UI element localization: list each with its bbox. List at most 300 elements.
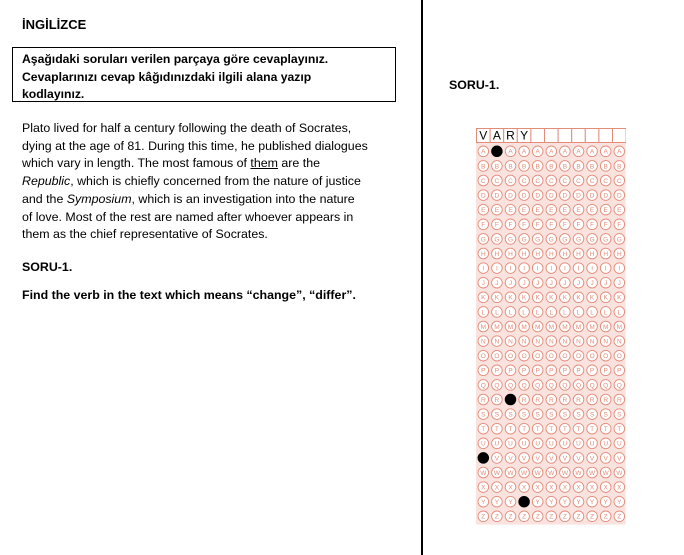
bubble-letter: N: [521, 338, 527, 346]
bubble-letter: P: [494, 367, 500, 375]
bubble-letter: F: [508, 221, 513, 229]
bubble-letter: D: [548, 192, 554, 200]
bubble-letter: I: [509, 265, 512, 273]
bubble-letter: X: [589, 484, 595, 492]
bubble-letter: Y: [562, 499, 568, 507]
bubble-letter: N: [508, 338, 513, 346]
bubble-letter: X: [617, 484, 622, 492]
bubble-letter: L: [508, 309, 513, 317]
bubble-letter: P: [562, 367, 568, 375]
bubble-letter: T: [603, 426, 608, 434]
bubble-letter: X: [576, 484, 581, 492]
bubble-letter: Q: [589, 382, 595, 390]
bubble-letter: U: [480, 440, 486, 448]
bubble-letter: K: [617, 294, 622, 302]
bubble-letter: X: [535, 484, 540, 492]
bubble-letter: J: [576, 280, 581, 288]
bubble-letter: Y: [589, 499, 595, 507]
bubble-letter: H: [494, 250, 500, 258]
subject-title: İNGİLİZCE: [22, 17, 87, 32]
bubble-letter: X: [549, 484, 554, 492]
letter-box-char: R: [506, 128, 515, 143]
bubble-letter: W: [561, 469, 568, 477]
bubble-letter: H: [562, 250, 568, 258]
bubble-letter: S: [549, 411, 554, 419]
bubble-letter: V: [535, 455, 540, 463]
bubble-letter: X: [494, 484, 500, 492]
bubble-letter: T: [590, 426, 595, 434]
bubble-letter: V: [576, 455, 581, 463]
bubble-letter: D: [603, 192, 609, 200]
bubble-letter: B: [576, 163, 581, 171]
bubble-letter: F: [562, 221, 567, 229]
bubble-letter: D: [494, 192, 500, 200]
bubble-letter: S: [535, 411, 540, 419]
bubble-letter: P: [535, 367, 540, 375]
bubble-letter: R: [562, 396, 568, 404]
bubble-letter: Z: [576, 513, 581, 521]
bubble-letter: T: [617, 426, 622, 434]
bubble-letter: T: [522, 426, 527, 434]
bubble-letter: C: [603, 177, 609, 185]
bubble-letter: J: [604, 280, 608, 288]
letter-box: [599, 129, 613, 143]
bubble-letter: I: [604, 265, 607, 273]
bubble-letter: C: [576, 177, 581, 185]
bubble-letter: Q: [494, 382, 500, 390]
bubble-letter: F: [522, 221, 527, 229]
bubble-letter: A: [549, 148, 554, 156]
bubble-letter: L: [495, 309, 499, 317]
bubble-letter: E: [589, 207, 595, 215]
bubble-letter: Z: [481, 513, 486, 521]
bubble-letter: A: [481, 148, 486, 156]
bubble-letter: Q: [535, 382, 541, 390]
bubble-letter: V: [617, 455, 622, 463]
bubble-letter: G: [480, 236, 486, 244]
bubble-letter: U: [508, 440, 513, 448]
bubble-letter: P: [603, 367, 608, 375]
bubble-letter: I: [495, 265, 498, 273]
bubble-letter: B: [481, 163, 486, 171]
bubble-letter: T: [576, 426, 581, 434]
bubble-letter: J: [508, 280, 513, 288]
bubble-letter: S: [494, 411, 500, 419]
bubble-letter: E: [494, 207, 500, 215]
bubble-letter: R: [535, 396, 541, 404]
bubble-letter: J: [563, 280, 567, 288]
bubble-letter: B: [521, 163, 527, 171]
bubble-letter: O: [548, 353, 554, 361]
bubble-letter: K: [589, 294, 595, 302]
bubble-letter: I: [563, 265, 566, 273]
bubble-letter: C: [589, 177, 595, 185]
bubble-letter: T: [549, 426, 554, 434]
bubble-letter: M: [548, 323, 555, 331]
bubble-letter: G: [535, 236, 541, 244]
bubble-letter: E: [617, 207, 622, 215]
bubble-letter: V: [508, 455, 513, 463]
bubble-letter: A: [508, 148, 513, 156]
bubble-letter: U: [589, 440, 595, 448]
bubble-letter: F: [603, 221, 608, 229]
bubble-letter: P: [508, 367, 513, 375]
bubble-letter: V: [603, 455, 608, 463]
bubble-letter: P: [617, 367, 622, 375]
bubble-letter: G: [575, 236, 582, 244]
bubble-letter: M: [534, 323, 541, 331]
bubble-letter: C: [548, 177, 554, 185]
bubble-letter: U: [535, 440, 541, 448]
bubble-letter: B: [508, 163, 513, 171]
bubble-letter: N: [535, 338, 541, 346]
passage-line: Plato lived for half a century following the death of Socrates,: [22, 121, 352, 135]
bubble-letter: W: [602, 469, 609, 477]
bubble-letter: R: [494, 396, 500, 404]
bubble-letter: S: [603, 411, 608, 419]
bubble-letter: M: [589, 323, 595, 331]
bubble-letter: N: [576, 338, 581, 346]
bubble-letter: E: [603, 207, 608, 215]
instructions-box: [12, 47, 396, 102]
bubble-letter: K: [494, 294, 500, 302]
letter-box-char: V: [479, 128, 488, 143]
letter-box-char: A: [492, 128, 501, 143]
bubble-letter: C: [480, 177, 486, 185]
bubble-letter: Q: [521, 382, 527, 390]
bubble-letter: E: [521, 207, 527, 215]
bubble-letter: D: [535, 192, 541, 200]
bubble-letter: J: [495, 280, 499, 288]
bubble-letter: B: [535, 163, 540, 171]
bubble-letter: M: [507, 323, 514, 331]
bubble-letter: J: [481, 280, 485, 288]
letter-box-char: Y: [520, 128, 529, 143]
bubble-letter: U: [562, 440, 568, 448]
bubble-letter: C: [521, 177, 527, 185]
bubble-letter: A: [589, 148, 595, 156]
bubble-letter: H: [508, 250, 513, 258]
bubble-letter: A: [521, 148, 527, 156]
bubble-letter: Y: [508, 499, 513, 507]
passage-line: which vary in length. The most famous of them are the: [22, 156, 320, 171]
filled-answer-bubble: [505, 394, 516, 405]
bubble-letter: Y: [549, 499, 554, 507]
bubble-letter: G: [562, 236, 568, 244]
bubble-letter: H: [616, 250, 622, 258]
bubble-letter: X: [603, 484, 608, 492]
bubble-letter: J: [522, 280, 526, 288]
bubble-letter: N: [589, 338, 595, 346]
bubble-letter: H: [535, 250, 541, 258]
question-label: SORU-1.: [22, 260, 73, 274]
bubble-letter: C: [562, 177, 568, 185]
bubble-letter: Z: [549, 513, 554, 521]
bubble-letter: Z: [562, 513, 567, 521]
bubble-letter: V: [589, 455, 595, 463]
bubble-letter: S: [508, 411, 513, 419]
bubble-letter: U: [494, 440, 500, 448]
bubble-letter: M: [480, 323, 487, 331]
bubble-letter: Z: [617, 513, 622, 521]
bubble-letter: L: [481, 309, 486, 317]
bubble-letter: T: [481, 426, 486, 434]
bubble-letter: O: [575, 353, 582, 361]
bubble-letter: G: [589, 236, 595, 244]
bubble-letter: X: [508, 484, 513, 492]
bubble-letter: A: [535, 148, 540, 156]
bubble-letter: E: [535, 207, 540, 215]
bubble-letter: K: [508, 294, 513, 302]
bubble-letter: J: [617, 280, 621, 288]
bubble-letter: D: [508, 192, 513, 200]
bubble-letter: K: [481, 294, 486, 302]
bubble-letter: E: [508, 207, 513, 215]
bubble-letter: S: [481, 411, 486, 419]
bubble-letter: O: [562, 353, 568, 361]
bubble-letter: F: [590, 221, 595, 229]
instructions-line-2: Cevaplarınızı cevap kâğıdınızdaki ilgili alana yazıp: [22, 69, 312, 84]
bubble-letter: S: [617, 411, 622, 419]
bubble-letter: Z: [522, 513, 527, 521]
bubble-letter: V: [562, 455, 568, 463]
bubble-letter: O: [589, 353, 595, 361]
bubble-letter: C: [508, 177, 513, 185]
bubble-letter: P: [576, 367, 581, 375]
bubble-letter: B: [549, 163, 554, 171]
bubble-letter: Q: [548, 382, 554, 390]
answer-sheet-label: SORU-1.: [449, 78, 500, 92]
bubble-letter: M: [616, 323, 623, 331]
bubble-letter: G: [616, 236, 622, 244]
bubble-letter: W: [589, 469, 596, 477]
passage-line: dying at the age of 81. During this time, he published dialogues: [22, 138, 368, 153]
bubble-letter: B: [494, 163, 500, 171]
bubble-letter: Z: [603, 513, 608, 521]
bubble-letter: Q: [480, 382, 486, 390]
bubble-letter: J: [536, 280, 540, 288]
bubble-letter: E: [481, 207, 486, 215]
bubble-letter: B: [562, 163, 568, 171]
bubble-letter: F: [481, 221, 486, 229]
bubble-letter: Q: [562, 382, 568, 390]
bubble-letter: W: [575, 469, 582, 477]
bubble-letter: S: [562, 411, 568, 419]
question-text: Find the verb in the text which means “change”, “differ”.: [22, 288, 356, 302]
answer-bubble-grid[interactable]: [476, 128, 626, 531]
bubble-letter: Y: [535, 499, 540, 507]
bubble-letter: S: [589, 411, 595, 419]
bubble-letter: M: [494, 323, 500, 331]
bubble-letter: G: [507, 236, 514, 244]
bubble-letter: T: [535, 426, 540, 434]
bubble-letter: C: [535, 177, 541, 185]
bubble-letter: O: [535, 353, 541, 361]
bubble-letter: V: [494, 455, 500, 463]
bubble-letter: M: [562, 323, 568, 331]
instructions-line-3: kodlayınız.: [22, 87, 85, 101]
bubble-letter: U: [548, 440, 554, 448]
bubble-letter: P: [589, 367, 595, 375]
bubble-letter: T: [494, 426, 499, 434]
bubble-letter: K: [603, 294, 608, 302]
bubble-letter: S: [521, 411, 527, 419]
bubble-letter: B: [603, 163, 608, 171]
bubble-letter: F: [576, 221, 581, 229]
bubble-letter: N: [603, 338, 609, 346]
bubble-letter: O: [521, 353, 527, 361]
bubble-letter: H: [576, 250, 581, 258]
bubble-letter: R: [576, 396, 581, 404]
bubble-letter: K: [576, 294, 581, 302]
bubble-letter: H: [480, 250, 486, 258]
bubble-letter: K: [549, 294, 554, 302]
bubble-letter: L: [617, 309, 622, 317]
bubble-letter: K: [521, 294, 527, 302]
bubble-letter: G: [521, 236, 527, 244]
letter-box: [531, 129, 545, 143]
bubble-letter: R: [616, 396, 622, 404]
passage-line: of love. Most of the rest are named after whoever appears in: [22, 209, 354, 224]
bubble-letter: I: [536, 265, 539, 273]
bubble-letter: W: [480, 469, 487, 477]
bubble-letter: Q: [507, 382, 514, 390]
bubble-letter: N: [562, 338, 568, 346]
bubble-letter: S: [576, 411, 581, 419]
bubble-letter: L: [563, 309, 567, 317]
bubble-letter: A: [603, 148, 608, 156]
bubble-letter: U: [603, 440, 609, 448]
bubble-letter: X: [562, 484, 568, 492]
bubble-letter: L: [603, 309, 608, 317]
bubble-letter: B: [589, 163, 595, 171]
bubble-letter: W: [534, 469, 541, 477]
bubble-letter: F: [535, 221, 540, 229]
bubble-letter: I: [550, 265, 553, 273]
bubble-letter: Q: [616, 382, 622, 390]
reading-passage: [22, 120, 402, 244]
bubble-letter: R: [521, 396, 527, 404]
bubble-letter: X: [521, 484, 527, 492]
italic-title: Republic: [22, 174, 71, 189]
bubble-letter: E: [576, 207, 581, 215]
bubble-letter: D: [562, 192, 568, 200]
instructions-line-1: Aşağıdaki soruları verilen parçaya göre cevaplayınız.: [22, 52, 329, 66]
bubble-letter: R: [480, 396, 486, 404]
bubble-letter: V: [521, 455, 527, 463]
bubble-letter: I: [482, 265, 485, 273]
letter-box: [545, 129, 559, 143]
bubble-letter: K: [562, 294, 568, 302]
bubble-letter: H: [603, 250, 609, 258]
passage-line: them as the chief representative of Socrates.: [22, 227, 268, 242]
bubble-letter: N: [480, 338, 486, 346]
bubble-letter: D: [521, 192, 527, 200]
bubble-letter: A: [576, 148, 581, 156]
bubble-letter: W: [548, 469, 555, 477]
bubble-letter: U: [616, 440, 622, 448]
bubble-letter: H: [521, 250, 527, 258]
filled-answer-bubble: [492, 146, 503, 157]
bubble-letter: G: [494, 236, 500, 244]
bubble-letter: O: [480, 353, 486, 361]
bubble-letter: N: [616, 338, 622, 346]
bubble-letter: N: [548, 338, 554, 346]
bubble-letter: Y: [603, 499, 608, 507]
bubble-letter: M: [521, 323, 527, 331]
bubble-letter: D: [480, 192, 486, 200]
bubble-letter: L: [590, 309, 594, 317]
bubble-letter: H: [589, 250, 595, 258]
bubble-letter: W: [507, 469, 514, 477]
bubble-letter: E: [562, 207, 568, 215]
bubble-letter: Q: [603, 382, 609, 390]
bubble-letter: O: [507, 353, 514, 361]
bubble-letter: P: [481, 367, 486, 375]
passage-line: and the Symposium, which is an investigation into the nature: [22, 191, 355, 206]
bubble-letter: P: [549, 367, 554, 375]
bubble-letter: G: [603, 236, 609, 244]
bubble-letter: F: [494, 221, 499, 229]
bubble-letter: A: [562, 148, 568, 156]
bubble-letter: O: [494, 353, 500, 361]
bubble-letter: Z: [494, 513, 499, 521]
bubble-letter: I: [523, 265, 526, 273]
bubble-letter: R: [589, 396, 595, 404]
bubble-letter: U: [576, 440, 581, 448]
passage-line: Republic, which is chiefly concerned from the nature of justice: [22, 174, 361, 189]
bubble-letter: P: [521, 367, 527, 375]
bubble-letter: K: [535, 294, 540, 302]
bubble-letter: N: [494, 338, 500, 346]
bubble-letter: J: [590, 280, 594, 288]
bubble-letter: Y: [481, 499, 486, 507]
bubble-letter: F: [549, 221, 554, 229]
bubble-letter: Z: [535, 513, 540, 521]
bubble-letter: L: [549, 309, 554, 317]
bubble-letter: C: [616, 177, 622, 185]
bubble-letter: T: [508, 426, 513, 434]
bubble-letter: W: [493, 469, 500, 477]
letter-box: [572, 129, 586, 143]
bubble-letter: D: [589, 192, 595, 200]
letter-box: [613, 129, 627, 143]
letter-box: [585, 129, 599, 143]
bubble-letter: L: [522, 309, 526, 317]
bubble-letter: O: [616, 353, 622, 361]
bubble-letter: R: [548, 396, 554, 404]
bubble-letter: V: [549, 455, 554, 463]
bubble-letter: H: [548, 250, 554, 258]
bubble-letter: W: [521, 469, 528, 477]
bubble-letter: Y: [617, 499, 622, 507]
bubble-letter: M: [602, 323, 609, 331]
bubble-letter: I: [591, 265, 594, 273]
bubble-letter: R: [603, 396, 609, 404]
bubble-letter: O: [603, 353, 609, 361]
bubble-letter: Q: [575, 382, 582, 390]
filled-answer-bubble: [478, 453, 489, 464]
bubble-letter: B: [617, 163, 622, 171]
bubble-letter: Y: [494, 499, 500, 507]
bubble-letter: U: [521, 440, 527, 448]
bubble-letter: C: [494, 177, 500, 185]
bubble-letter: J: [549, 280, 553, 288]
bubble-letter: D: [576, 192, 581, 200]
bubble-letter: W: [616, 469, 623, 477]
bubble-letter: G: [548, 236, 554, 244]
bubble-letter: F: [617, 221, 622, 229]
